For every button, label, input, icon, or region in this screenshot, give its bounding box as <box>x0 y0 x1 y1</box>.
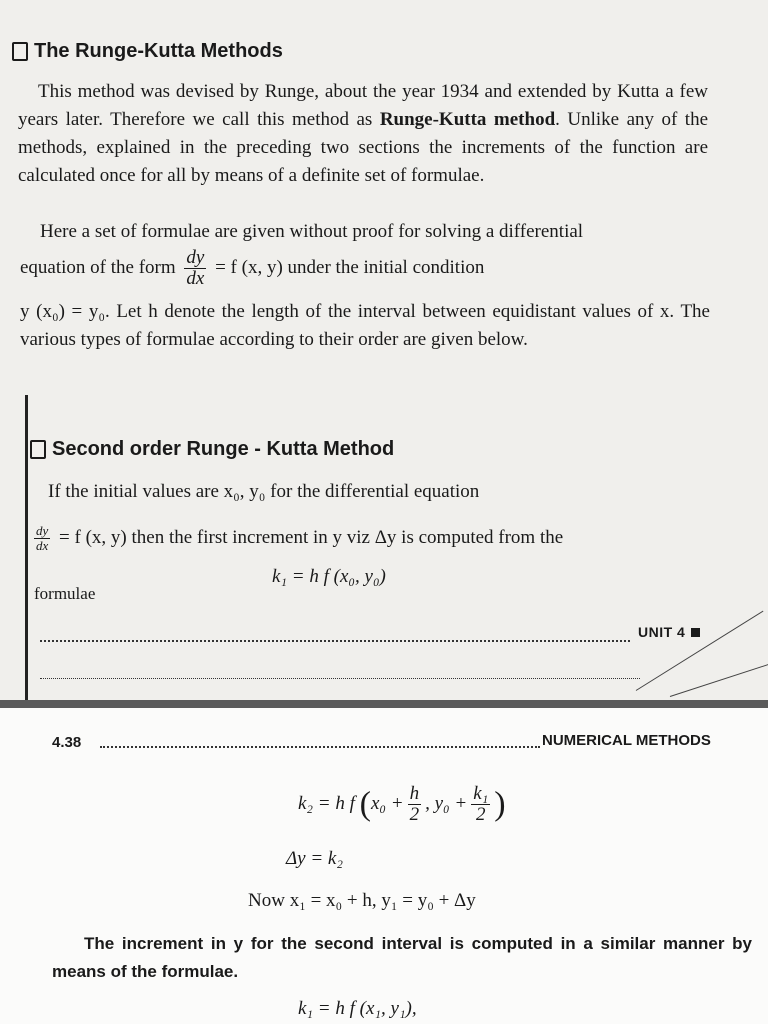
page-edge-line <box>25 395 28 715</box>
section-label: NUMERICAL METHODS <box>542 732 711 749</box>
dotted-rule <box>100 746 540 748</box>
delta-y-equation: Δy = k₂ <box>286 848 343 869</box>
runge-kutta-term: Runge-Kutta method <box>379 109 556 130</box>
initial-condition-paragraph: y (x₀) = y₀. Let h denote the length of the interval between equidistant values of x. The various types of formulae according to their order are given below. <box>20 301 710 350</box>
page-gap <box>0 700 768 708</box>
intro-paragraph: This method was devised by Runge, about the year 1934 and extended by Kutta a few years later. Therefore we call this method as Runge-Kutta method. Unlike any of the methods, explained in the preceding two sections the increments of the function are calculated once for all by means of a definite set of formulae. <box>18 81 709 186</box>
paragraph-line: Here a set of formulae are given without proof for solving a differential <box>40 221 584 242</box>
equation-form-line: equation of the form $\frac{dy}{dx}$ = f (x, y) under the initial condition <box>20 247 485 289</box>
paragraph-line: If the initial values are x₀, y₀ for the differential equation <box>48 481 480 502</box>
unit-label: UNIT 4 <box>638 624 700 640</box>
increment-paragraph: The increment in y for the second interval is computed in a similar manner by means of the formulae. <box>52 934 752 981</box>
k2-equation: k₂ = h f (x₀ + $\frac{h}{2}$ , y₀ + $\frac{\text{k₁}}{2}$ ) <box>298 783 506 825</box>
dy-dx-small-fraction: $\frac{dy}{dx}$ <box>36 523 49 553</box>
k1-equation: k₁ = h f (x₀, y₀) <box>272 566 386 587</box>
h-over-2-fraction: $\frac{h}{2}$ <box>409 783 420 825</box>
page-number: 4.38 <box>52 734 82 751</box>
checkbox-bullet-icon <box>12 42 28 61</box>
now-x1-equation: Now x₁ = x₀ + h, y₁ = y₀ + Δy <box>248 890 476 911</box>
dotted-rule <box>40 678 640 679</box>
checkbox-bullet-icon <box>30 440 46 459</box>
k1-over-2-fraction: $\frac{\text{k₁}}{2}$ <box>473 783 489 825</box>
dotted-rule <box>40 640 630 642</box>
square-marker-icon <box>691 628 700 637</box>
formulae-label: formulae <box>34 584 96 603</box>
dy-dx-fraction: $\frac{dy}{dx}$ <box>186 247 205 289</box>
lower-book-page <box>0 708 768 1024</box>
k1-next-equation: k₁ = h f (x₁, y₁), <box>298 998 417 1019</box>
page-corner-line <box>636 611 764 691</box>
section-heading-runge-kutta: The Runge-Kutta Methods <box>12 40 283 63</box>
page-corner-line <box>670 662 768 697</box>
first-increment-line: $\frac{dy}{dx}$ = f (x, y) then the first increment in y viz Δy is computed from the <box>36 523 564 553</box>
section-heading-second-order: Second order Runge - Kutta Method <box>30 438 394 461</box>
